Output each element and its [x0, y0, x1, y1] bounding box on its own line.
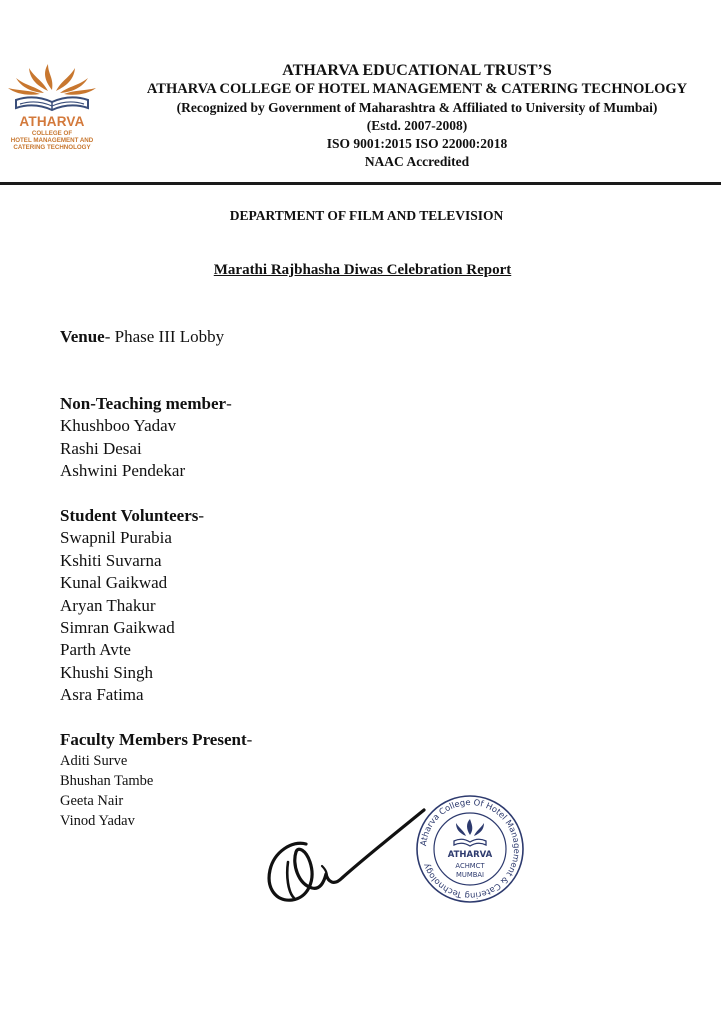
seal-line-2: MUMBAI: [455, 871, 485, 879]
logo-subtitle-line: COLLEGE OF: [31, 130, 73, 137]
venue-line: [60, 326, 224, 348]
student-volunteers-section: [60, 505, 204, 707]
college-logo: [2, 60, 102, 156]
list-item: Kshiti Suvarna: [60, 550, 162, 570]
faculty-heading: Faculty Members Present: [60, 730, 247, 749]
logo-subtitle-line: CATERING TECHNOLOGY: [13, 144, 91, 151]
report-title: Marathi Rajbhasha Diwas Celebration Report: [213, 262, 512, 278]
list-item: Aryan Thakur: [60, 595, 156, 615]
logo-subtitle-line: HOTEL MANAGEMENT AND: [10, 137, 94, 144]
list-item: Vinod Yadav: [60, 813, 135, 830]
heading-suffix: -: [198, 506, 205, 525]
iso-line: ISO 9001:2015 ISO 22000:2018: [326, 136, 508, 152]
list-item: Khushboo Yadav: [60, 416, 177, 436]
venue-separator: -: [104, 327, 115, 346]
seal-line-1: ACHMCT: [455, 862, 485, 870]
recognition-line: (Recognized by Government of Maharashtra & Affiliated to University of Mumbai): [176, 99, 658, 115]
college-seal-icon: [414, 793, 526, 905]
list-item: Aditi Surve: [60, 753, 128, 770]
logo-wordmark: ATHARVA: [19, 114, 85, 129]
list-item: Ashwini Pendekar: [60, 461, 186, 481]
logo-emblem-icon: [2, 60, 102, 116]
list-item: Asra Fatima: [60, 685, 144, 705]
faculty-section: [60, 729, 252, 831]
list-item: Bhushan Tambe: [60, 773, 154, 790]
heading-suffix: -: [226, 394, 232, 413]
trust-name: ATHARVA EDUCATIONAL TRUST’S: [282, 62, 552, 79]
list-item: Khushi Singh: [60, 662, 154, 682]
header-divider: [0, 182, 721, 185]
list-item: Rashi Desai: [60, 438, 142, 458]
established-line: (Estd. 2007-2008): [366, 117, 468, 133]
non-teaching-heading: Non-Teaching member: [60, 394, 227, 413]
list-item: Simran Gaikwad: [60, 618, 175, 638]
department-heading: DEPARTMENT OF FILM AND TELEVISION: [229, 208, 504, 223]
venue-value: Phase III Lobby: [114, 327, 225, 346]
list-item: Swapnil Purabia: [60, 528, 172, 548]
volunteers-heading: Student Volunteers: [60, 506, 199, 525]
heading-suffix: -: [246, 730, 253, 749]
non-teaching-section: [60, 393, 232, 483]
letterhead: [112, 62, 722, 172]
college-name: ATHARVA COLLEGE OF HOTEL MANAGEMENT & CATERING TECHNOLOGY: [146, 81, 688, 98]
list-item: Geeta Nair: [60, 793, 124, 810]
seal-ring-text: Atharva College Of Hotel Management & Catering Technology: [418, 796, 523, 902]
seal-center-word: ATHARVA: [447, 850, 493, 860]
venue-label: Venue: [60, 327, 105, 346]
accreditation-line: NAAC Accredited: [364, 154, 470, 170]
list-item: Parth Avte: [60, 640, 131, 660]
signature-icon: [262, 800, 432, 910]
list-item: Kunal Gaikwad: [60, 573, 168, 593]
